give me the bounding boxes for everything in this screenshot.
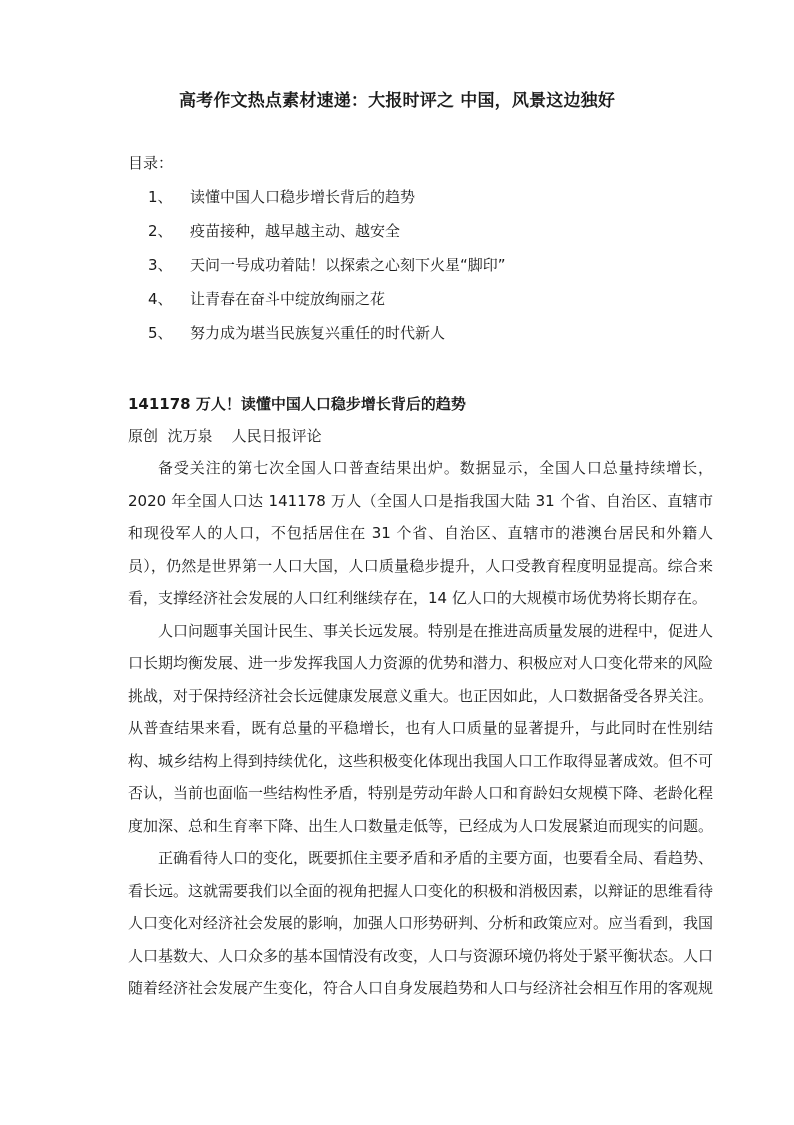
toc-item-label: 读懂中国人口稳步增长背后的趋势 [190, 188, 416, 206]
document-title: 高考作文热点素材速递：大报时评之 中国，风景这边独好 [178, 91, 616, 111]
toc-item [148, 220, 506, 254]
toc-item-number: 3、 [148, 256, 173, 274]
toc-item [148, 288, 506, 322]
toc-item-label: 让青春在奋斗中绽放绚丽之花 [190, 290, 386, 308]
toc-item [148, 186, 506, 220]
toc-item-number: 5、 [148, 324, 173, 342]
toc-item-number: 4、 [148, 290, 173, 308]
toc-item [148, 254, 506, 288]
article-paragraph: 正确看待人口的变化，既要抓住主要矛盾和矛盾的主要方面，也要看全局、看趋势、看长远。这就需要我们以全面的视角把握人口变化的积极和消极因素，以辩证的思维看待人口变化对经济社会发展的影响，加强人口形势研判、分析和政策应对。应当看到，我国人口基数大、人口众多的基本国情没有改变，人口与资源环境仍将处于紧平衡状态。人口随着经济社会发展产生变化，符合人口自身发展趋势和人口与经济社会相互作用的客观规 [128, 849, 714, 997]
article-byline: 原创 沈万泉 人民日报评论 [128, 427, 322, 445]
article-paragraph: 备受关注的第七次全国人口普查结果出炉。数据显示，全国人口总量持续增长，2020 年全国人口达 141178 万人（全国人口是指我国大陆 31 个省、自治区、直辖市和现役军人的人口，不包括居住在 31 个省、自治区、直辖市的港澳台居民和外籍人员），仍然是世界第一人口大国，人口质量稳步提升，人口受教育程度明显提高。综合来看，支撑经济社会发展的人口红利继续存在，14 亿人口的大规模市场优势将长期存在。 [128, 459, 713, 607]
article-body [128, 452, 713, 1005]
toc-list [148, 186, 506, 356]
toc-item [148, 322, 506, 356]
toc-item-number: 2、 [148, 222, 173, 240]
toc-item-label: 努力成为堪当民族复兴重任的时代新人 [190, 324, 446, 342]
toc-item-label: 天问一号成功着陆！以探索之心刻下火星“脚印” [190, 256, 506, 274]
article-title: 141178 万人！读懂中国人口稳步增长背后的趋势 [128, 395, 466, 413]
toc-item-number: 1、 [148, 188, 173, 206]
toc-item-label: 疫苗接种，越早越主动、越安全 [190, 222, 401, 240]
article-paragraph: 人口问题事关国计民生、事关长远发展。特别是在推进高质量发展的进程中，促进人口长期均衡发展、进一步发挥我国人力资源的优势和潜力、积极应对人口变化带来的风险挑战，对于保持经济社会长远健康发展意义重大。也正因如此，人口数据备受各界关注。从普查结果来看，既有总量的平稳增长，也有人口质量的显著提升，与此同时在性别结构、城乡结构上得到持续优化，这些积极变化体现出我国人口工作取得显著成效。但不可否认，当前也面临一些结构性矛盾，特别是劳动年龄人口和育龄妇女规模下降、老龄化程度加深、总和生育率下降、出生人口数量走低等，已经成为人口发展紧迫而现实的问题。 [128, 621, 714, 835]
toc-heading: 目录： [128, 154, 174, 172]
